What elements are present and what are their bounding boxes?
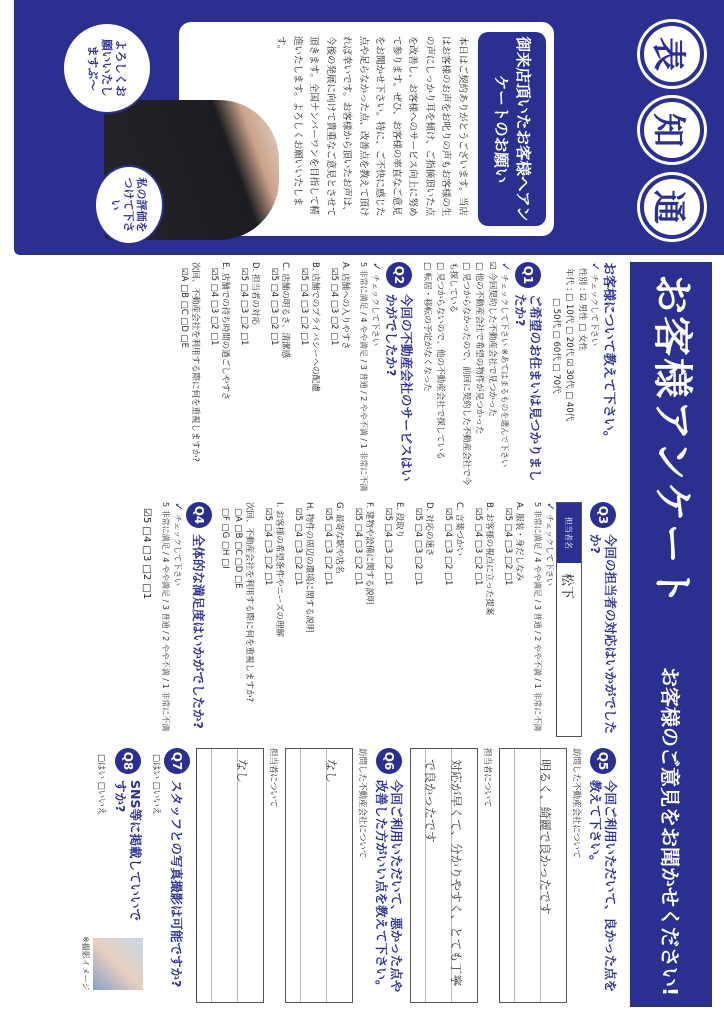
- q3-next-options-2[interactable]: □F □G □H □I: [220, 508, 230, 569]
- header: [630, 262, 712, 1007]
- q4-options[interactable]: ☑5 □4 □3 □2 □1: [141, 508, 152, 600]
- age-30[interactable]: ☑ 30代: [564, 358, 574, 389]
- column-1: お客様について教えて下さい。 ✓チェックして下さい 性別 : ☑ 男性 □ 女性 年代 : □ 10代 □ 20代 ☑ 30代 □ 40代 □ 50代 □ 60代 □ 70代 Q1 ご希望のお住まいは見つかりましたか? ✓チェックして下さい ※あてはまるものを選んで下さい ☑ 今回契約した不動産会社で見つかった □ 他の不動産会社で希望の物件が見つかった □ 見つからなかったので、前回に契約した不動産会社で今も探している □ 見つからないので、他の不動産会社で探している □ 転居・移転の予定がなくなった Q2 今回の不動産会社のサービスはいかがでしたか? ✓チェックして下さい 5 非常に満足 / 4 やや満足 / 3 普通 / 2 やや不満 / 1 非常に不満 A. 店舗への入りやすさ ☑5 □4 □3 □2 □1 B. 店舗でのプライバシーへの配慮 ☑5 □4 □3 □2 □1 C. 店舗の明るさ、清潔感 ☑5 □4 □3 □2 □1 D. 担当者の対応 ☑5 □4 □3 □2 □1 E. 店舗での待ち時間の過ごしやすさ ☑5 □4 □3 □2 □1 次回、不動産会社を利用する際に何を重視しますか? ☑A □B □C □D □E: [12, 262, 624, 492]
- q1-header: Q1 ご希望のお住まいは見つかりましたか?: [513, 262, 543, 492]
- page-subtitle: お客様のご意見をお聞かせください!: [658, 667, 682, 997]
- q1-opt[interactable]: □ 見つからなかったので、前回に契約した不動産会社で今も探している: [448, 262, 471, 486]
- staff-name-box: 担当者名 松下: [556, 502, 582, 737]
- q5-staff-answer[interactable]: 対応が早くて、分かりやすく、とても丁寧で良かったです: [410, 748, 478, 1003]
- q5-company-answer[interactable]: 明るく、綺麗で良かったです: [499, 748, 567, 1003]
- q8-options[interactable]: □はい □いいえ: [96, 754, 106, 816]
- notice-panel: [14, 0, 724, 255]
- check-icon: ✓: [172, 502, 185, 512]
- q2-next-options[interactable]: ☑A □B □C □D □E: [179, 268, 189, 349]
- bubble-rate: 私の評価をつけて下さい: [94, 165, 164, 245]
- age-20[interactable]: □ 20代: [564, 326, 574, 357]
- q3-f-options[interactable]: ☑5 □4 □3 □2 □1: [353, 508, 363, 586]
- age-40[interactable]: □ 40代: [564, 391, 574, 422]
- q2-b-options[interactable]: ☑5 □4 □3 □2 □1: [299, 268, 309, 346]
- q2-a-options[interactable]: ☑5 □4 □3 □2 □1: [329, 268, 339, 346]
- column-2: Q3 今回の担当者の対応はいかがでしたか? 担当者名 松下 ✓チェックして下さい 5 非常に満足 / 4 やや満足 / 3 普通 / 2 やや不満 / 1 非常に不満 A. 服装・身だしなみ ☑5 □4 □3 □2 □1 B. お客様の視点に立った提案 ☑5 □4 □3 □2 □1 C. 言葉づかい ☑5 □4 □3 □2 □1 D. 対応の速さ ☑5 □4 □3 □2 □1 E. 段取り ☑5 □4 □3 □2 □1 F. 建物や設備に関する説明 ☑5 □4 □3 □2 □1 G. 最寄な駅や店名 ☑5 □4 □3 □2 □1 H. 物件の周辺の環境に関する説明 ☑5 □4 □3 □2 □1 I. お客様の希望条件やニーズの理解 ☑5 □4 □3 □2 □1 次回、不動産会社を利用する際に何を重視しますか? □A □B □C □D □E □F □G □H □I Q4 全体的な満足度はいかがでしたか? ✓チェックして下さい 5 非常に満足 / 4 やや満足 / 3 普通 / 2 やや不満 / 1 非常に不満 ☑5 □4 □3 □2 □1: [12, 502, 624, 737]
- q3-next-options-1[interactable]: □A □B □C □D □E: [233, 508, 243, 589]
- q3-h-options[interactable]: ☑5 □4 □3 □2 □1: [293, 508, 303, 586]
- q2-d-options[interactable]: ☑5 □4 □3 □2 □1: [239, 268, 249, 346]
- age-50[interactable]: □ 50代: [551, 298, 561, 329]
- age-60[interactable]: □ 60代: [551, 330, 561, 361]
- q3-a-options[interactable]: ☑5 □4 □3 □2 □1: [503, 508, 513, 586]
- q3-g-options[interactable]: ☑5 □4 □3 □2 □1: [323, 508, 333, 586]
- check-icon: ✓: [370, 262, 383, 272]
- badge-2: 知: [640, 98, 704, 162]
- q3-b-options[interactable]: ☑5 □4 □3 □2 □1: [473, 508, 483, 586]
- check-icon: ✓: [544, 502, 557, 512]
- q7-header: Q7 スタッフとの写真撮影は可能ですか?: [164, 748, 190, 1003]
- bubble-regards: よろしくお願いいたしますぶ〜: [62, 22, 152, 114]
- age-10[interactable]: □ 10代: [564, 293, 574, 324]
- survey-form: [0, 262, 724, 1024]
- q1-opt[interactable]: ☑ 今回契約した不動産会社で見つかった: [487, 262, 497, 417]
- q3-d-options[interactable]: ☑5 □4 □3 □2 □1: [413, 508, 423, 586]
- q1-opt[interactable]: □ 転居・移転の予定がなくなった: [422, 262, 432, 392]
- q4-header: Q4 全体的な満足度はいかがでしたか?: [186, 502, 212, 737]
- q7-options[interactable]: □はい □いいえ: [151, 754, 161, 816]
- q3-c-options[interactable]: ☑5 □4 □3 □2 □1: [443, 508, 453, 586]
- q8-header: Q8 SNS等に掲載していいですか?: [113, 748, 143, 928]
- request-title: 御来店頂いたお客様へアンケートのお願い: [478, 32, 546, 226]
- badge-3: 表: [640, 22, 704, 86]
- q3-i-options[interactable]: ☑5 □4 □3 □2 □1: [263, 508, 273, 586]
- badge-1: 通: [640, 175, 704, 239]
- q2-c-options[interactable]: ☑5 □4 □3 □2 □1: [269, 268, 279, 346]
- q1-opt[interactable]: □ 他の不動産会社で希望の物件が見つかった: [474, 262, 484, 435]
- sample-photo: [93, 938, 143, 990]
- q6-header: Q6 今回ご利用いただいて、悪かった点や改善した方がいい点を教えて下さい。: [374, 748, 404, 1003]
- q6-staff-answer[interactable]: なし: [196, 748, 264, 1003]
- q3-header: Q3 今回の担当者の対応はいかがでしたか?: [588, 502, 618, 737]
- q6-company-answer[interactable]: なし: [285, 748, 353, 1003]
- age-70[interactable]: □ 70代: [551, 363, 561, 394]
- gender-male[interactable]: ☑ 男性: [577, 293, 587, 321]
- about-title: お客様について教えて下さい。: [601, 262, 616, 444]
- request-body: 本日はご契約ありがとうございます。当店はお客様のお声をお叱りの声もお客様の生の声にしっかり耳を傾け、ご指摘頂いた点を改善し、お客様へのサービス向上に努めて参ります。ぜひ、お客様の率直なご意見をお聞かせ下さい。特に、ご不快に感じた点や足らなかった点、改善点を教えて頂ければ幸いです。お客様から頂いたお声は、今後の発展に向けて貴重なご意見とさせて頂きます。全国ナンバーワンを目指して精進いたします。よろしくお願いいたします。: [275, 36, 468, 217]
- column-3: Q5 今回ご利用いただいて、良かった点を教えて下さい。 訪問した不動産会社について 明るく、綺麗で良かったです 担当者について 対応が早くて、分かりやすく、とても丁寧で良かったです Q6 今回ご利用いただいて、悪かった点や改善した方がいい点を教えて下さい。 訪問した不動産会社について なし 担当者について なし Q7 スタッフとの写真撮影は可能ですか? □はい □いいえ Q8 SNS等に掲載していいですか? □はい □いいえ ※撮影イメージ: [12, 748, 624, 1003]
- gender-female[interactable]: □ 女性: [577, 323, 587, 352]
- q1-opt[interactable]: □ 見つからないので、他の不動産会社で探している: [435, 262, 445, 460]
- check-icon: ✓: [499, 262, 512, 272]
- q2-header: Q2 今回の不動産会社のサービスはいかがでしたか?: [384, 262, 414, 492]
- staff-name-field[interactable]: 松下: [559, 573, 575, 600]
- q5-header: Q5 今回ご利用いただいて、良かった点を教えて下さい。: [588, 748, 618, 1003]
- q3-e-options[interactable]: ☑5 □4 □3 □2 □1: [383, 508, 393, 586]
- check-icon: ✓: [589, 262, 602, 272]
- q2-e-options[interactable]: ☑5 □4 □3 □2 □1: [209, 268, 219, 346]
- page-title: お客様アンケート: [649, 274, 695, 608]
